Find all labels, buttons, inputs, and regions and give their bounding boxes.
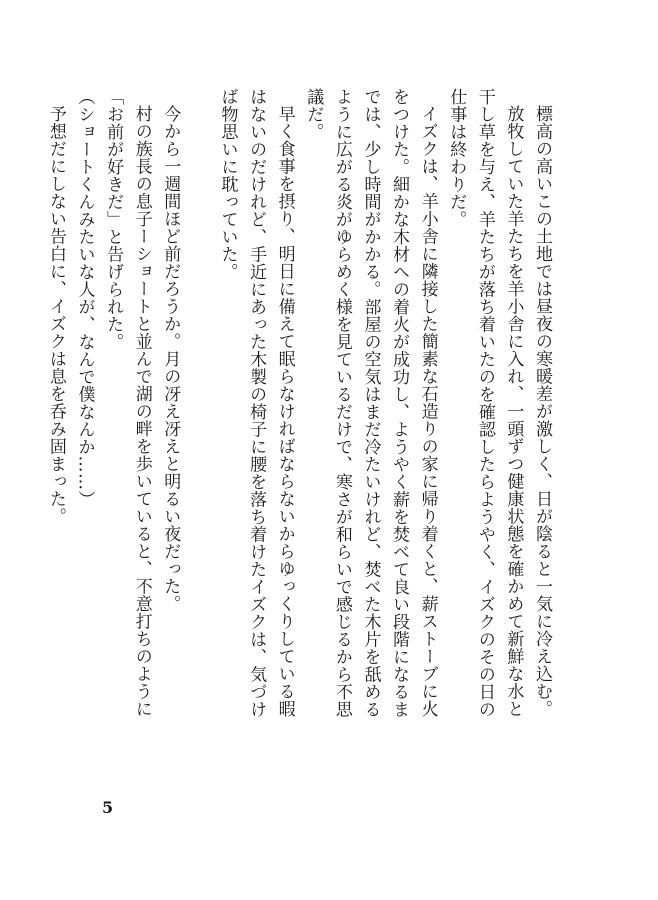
paragraph-3: イズクは、羊小舎に隣接した簡素な石造りの家に帰り着くと、薪ストーブに火をつけた。細かな木材への着火が成功し、ようやく薪を焚べて良い段階になるまでは、少し時間がかかる。部屋の空気はまだ冷たいけれど、焚べた木片を舐めるように広がる炎がゆらめく様を見ているだけで、寒さが和らいで感じるから不思議だ。 [303, 88, 438, 718]
paragraph-6: 村の族長の息子ーショートと並んで湖の畔を歩いていると、不意打ちのように「お前が好きだ」と告げられた。 [103, 88, 152, 718]
paragraph-break [184, 88, 213, 728]
page-number: 5 [102, 798, 114, 817]
paragraph-5: 今から一週間ほど前だろうか。月の冴え冴えと明るい夜だった。 [160, 105, 181, 613]
paragraph-2: 放牧していた羊たちを羊小舎に入れ、一頭ずつ健康状態を確かめて新鮮な水と干し草を与え、羊たちが落ち着いたのを確認したらようやく、イズクのその日の仕事は終わりだ。 [446, 88, 524, 718]
paragraph-7-thought: （ショートくんみたいな人が、なんで僕なんか……） [74, 88, 95, 508]
paragraph-1: 標高の高いこの土地では昼夜の寒暖差が激しく、日が陰ると一気に冷え込む。 [532, 105, 552, 718]
vertical-text-body [41, 88, 556, 728]
paragraph-8: 予想だにしない告白に、イズクは息を呑み固まった。 [45, 105, 66, 525]
paragraph-4: 早く食事を摂り、明日に備えて眠らなければならないからゆっくりしている暇はないのだけれど、手近にあった木製の椅子に腰を落ち着けたイズクは、気づけば物思いに耽っていた。 [217, 88, 295, 718]
